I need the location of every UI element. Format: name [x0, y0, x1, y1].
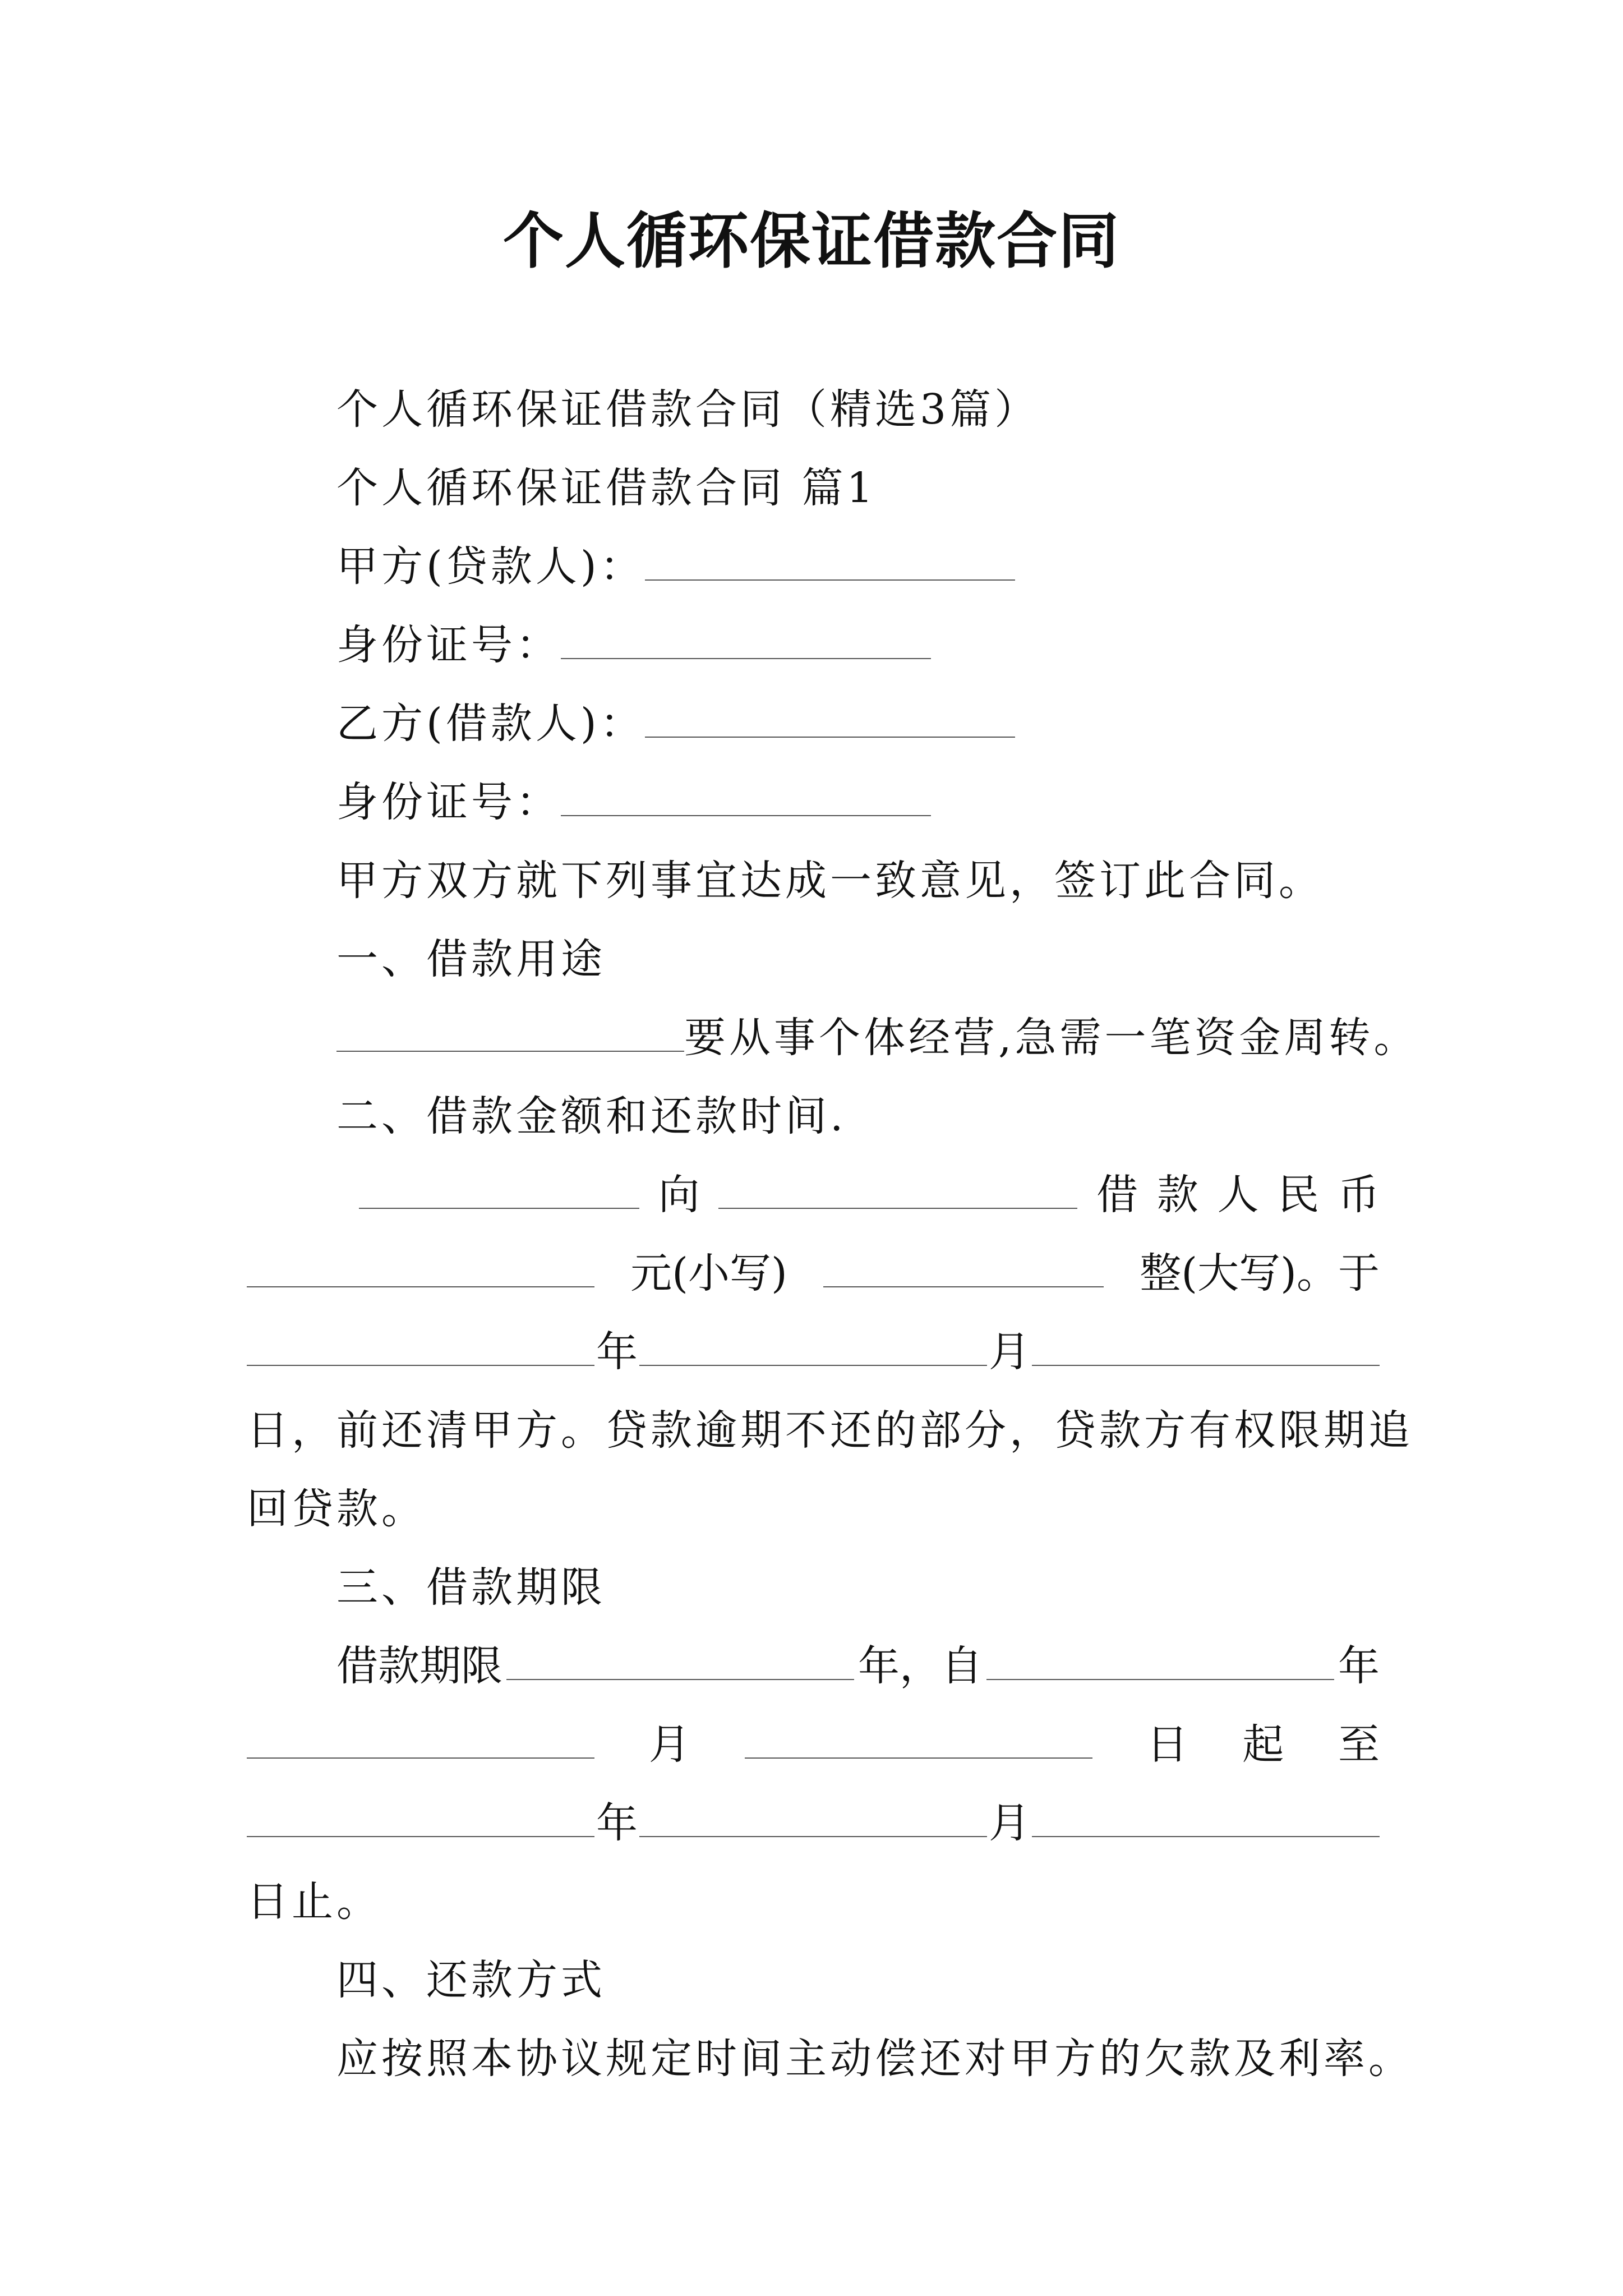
article-heading: 个人循环保证借款合同 篇1: [336, 464, 877, 512]
start-label: 起: [1242, 1720, 1284, 1769]
zheng-large-label: 整(大写)。于: [1140, 1249, 1380, 1297]
end-month-label: 月: [989, 1799, 1030, 1847]
document-title: 个人循环保证借款合同: [502, 206, 1120, 277]
lender-blank: [359, 1168, 639, 1209]
section-3-line-2: [247, 1717, 1380, 1773]
year-label: 年: [596, 1328, 638, 1376]
amount-small-blank: [247, 1247, 594, 1287]
id-label-1: 身份证号：: [336, 621, 561, 669]
to-label: 至: [1338, 1720, 1380, 1769]
section-2-line-4: 日，前还清甲方。贷款逾期不还的部分，贷款方有权限期追: [247, 1406, 1413, 1455]
agreement-text: 甲方双方就下列事宜达成一致意见，签订此合同。: [336, 857, 1324, 905]
amount-large-blank: [823, 1247, 1104, 1287]
section-1-heading: 一、借款用途: [336, 935, 606, 983]
repay-month-blank: [639, 1326, 987, 1366]
party-b-row: [336, 696, 1015, 752]
repay-year-blank: [247, 1326, 594, 1366]
month-label: 月: [989, 1328, 1030, 1376]
party-b-blank: [645, 697, 1015, 738]
id-blank-2: [561, 776, 931, 816]
start-year-label: 年: [1338, 1642, 1380, 1690]
id-row-2: [336, 774, 931, 830]
section-2-line-1: [359, 1167, 1380, 1223]
section-3-line-3: [247, 1795, 1380, 1851]
section-1-row: [336, 1010, 1419, 1066]
section-3-line-1: [336, 1638, 1380, 1694]
start-month-label: 月: [648, 1720, 690, 1769]
section-2-line-3: [247, 1324, 1380, 1380]
party-a-blank: [645, 540, 1015, 581]
char-ren: 人: [1217, 1171, 1259, 1219]
year-from-label: 年，自: [858, 1642, 983, 1690]
end-day-blank: [1032, 1797, 1380, 1837]
term-label: 借款期限: [336, 1642, 502, 1690]
section-2-line-5: 回贷款。: [247, 1485, 426, 1533]
char-bi: 币: [1338, 1171, 1380, 1219]
purpose-blank: [336, 1011, 684, 1052]
section-3-line-4: 日止。: [247, 1878, 381, 1926]
section-3-heading: 三、借款期限: [336, 1563, 606, 1612]
section-2-line-2: [247, 1245, 1380, 1301]
start-day-label: 日: [1146, 1720, 1188, 1769]
yuan-small-label: 元(小写): [630, 1249, 787, 1297]
end-year-blank: [247, 1797, 594, 1837]
end-month-blank: [639, 1797, 987, 1837]
section-1-text: 要从事个体经营,急需一笔资金周转。: [684, 1014, 1419, 1062]
start-month-blank: [247, 1718, 594, 1759]
section-4-heading: 四、还款方式: [336, 1956, 606, 2004]
char-jie: 借: [1096, 1171, 1138, 1219]
to-word: 向: [658, 1171, 700, 1219]
repay-day-blank: [1032, 1326, 1380, 1366]
document-subtitle: 个人循环保证借款合同（精选3篇）: [336, 385, 1040, 434]
section-4-text: 应按照本协议规定时间主动偿还对甲方的欠款及利率。: [336, 2035, 1413, 2083]
id-blank-1: [561, 619, 931, 659]
party-b-label: 乙方(借款人)：: [336, 700, 645, 748]
borrower-blank: [718, 1168, 1077, 1209]
section-2-heading: 二、借款金额和还款时间.: [336, 1092, 847, 1140]
id-label-2: 身份证号：: [336, 778, 561, 826]
end-year-label: 年: [596, 1799, 638, 1847]
term-years-blank: [506, 1640, 854, 1680]
party-a-label: 甲方(贷款人)：: [336, 542, 645, 591]
id-row-1: [336, 617, 931, 673]
start-day-blank: [745, 1718, 1092, 1759]
char-min: 民: [1278, 1171, 1320, 1219]
party-a-row: [336, 539, 1015, 595]
char-kuan: 款: [1156, 1171, 1198, 1219]
start-year-blank: [986, 1640, 1334, 1680]
